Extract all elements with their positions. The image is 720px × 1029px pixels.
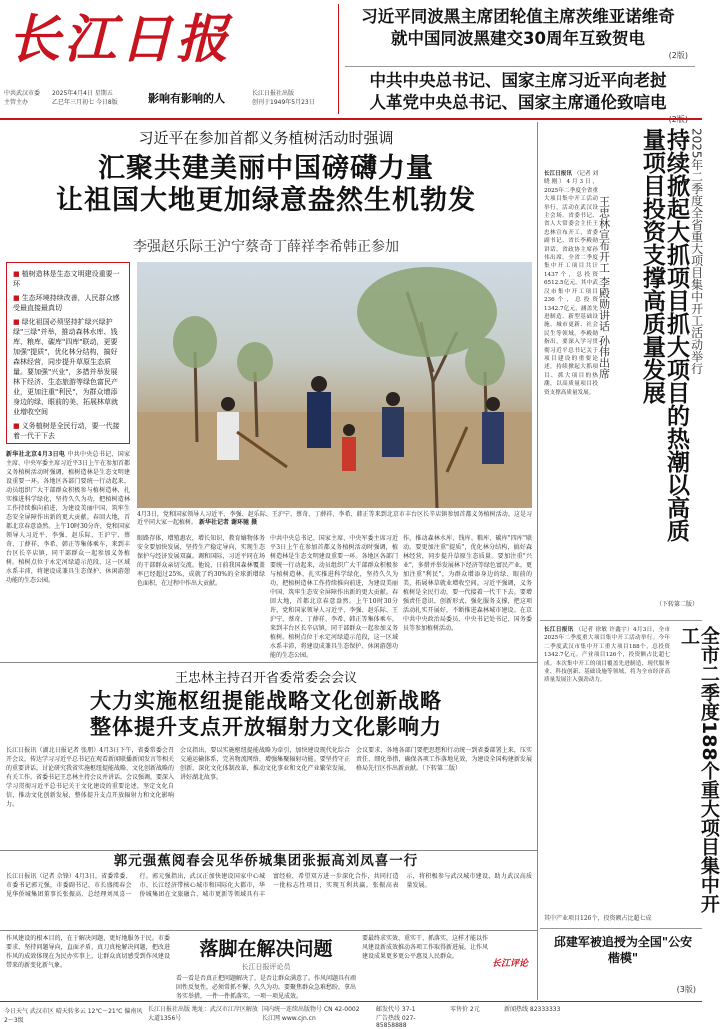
- right-bottom-body-text: （记者 徐敏 许鑫宇）4月3日，全市2025年二季度重大项目集中开工活动举行。今年二季度武汉市集中开工重大项目188个，总投资1342.7亿元。产业项目126个，投资额占比超七成。本次集中开工的项目覆盖先进制造、现代服务业、科技创新、基础设施等领域，将为全市经济高质量发展注入强劲动力。: [544, 627, 670, 684]
- top-headline-2-line-2: 人革党中央总书记、国家主席通伦致唁电: [369, 93, 667, 113]
- top-headline-1-page: (2版): [668, 50, 688, 60]
- masthead: [8, 4, 338, 76]
- tree-planting-photo: [137, 262, 532, 508]
- founding-info: [252, 88, 338, 106]
- second-headline[interactable]: [0, 688, 532, 740]
- lead-kicker: 习近平在参加首都义务植树活动时强调: [138, 129, 394, 147]
- teaser-page: (3版): [676, 985, 696, 994]
- commentary-seal: 长江评论: [492, 959, 529, 969]
- caption-credit: 新华社记者 谢环驰 摄: [198, 519, 258, 526]
- lunar-date: 乙巳年三月初七 今日8版: [52, 99, 118, 106]
- second-headline-line-2: 整体提升支点开放辐射力文化影响力: [90, 715, 442, 739]
- right-top-body: [544, 170, 598, 596]
- lead-subhead: 李强赵乐际王沪宁蔡奇丁薛祥李希韩正参加: [133, 239, 399, 255]
- lead-body-right: 作，推动森林水库、钱库、粮库、碳库"四库"联动。要更加注重"提质"，优化林分结构，搞好森林经营，同步提升草原生态质量。要加注重"兴业"，多措并举发展林下经济等绿色富民产业，更加注重"利民"，为群众增添身边的绿、眼前的美，拓展林草就业增收空间。习近平强调，义务植树是全民行动，要一代接着一代干下去。要增强责任意识、创新形式、强化服务支撑，把这项活动扎实开展好，不断推进森林城市建设。在京中共中央政治局委员、中央书记处书记、国务委员等参加植树活动。: [403, 535, 532, 632]
- photo-caption: [137, 511, 532, 531]
- right-top-sub: 王忠林宣布开工 李殿勋讲话 孙伟出席: [597, 196, 611, 379]
- footer-web[interactable]: 长江网 www.cjn.cn: [262, 1015, 316, 1022]
- divider: [345, 66, 695, 67]
- lead-body-left: [6, 450, 130, 658]
- lead-headline-line-2: 让祖国大地更加绿意盎然生机勃发: [56, 185, 476, 217]
- footer-rule: [0, 1001, 702, 1002]
- key-point: ■ 义务植树是全民行动，要一代接着一代干下去: [13, 421, 123, 441]
- top-headline-2-line-1: 中共中央总书记、国家主席习近平向老挝: [369, 71, 667, 90]
- key-point: ■ 植树造林是生态文明建设重要一环: [13, 269, 123, 289]
- issue-date: 2025年4月4日 星期五: [52, 90, 113, 97]
- top-headline-1[interactable]: [338, 6, 698, 61]
- key-point: ■ 生态环境持续改善，人民群众感受最直接最真切: [13, 293, 123, 313]
- key-points-list: [13, 269, 123, 441]
- second-body-3: 会议要求，各地各部门要把思想和行动统一到省委部署上来，压实责任、细化举措，确保各项工作落地见效，为建设全国构建新发展格局先行区作出新贡献。（下转第二版）: [356, 747, 532, 772]
- footer-address: 长江日报社出版 地址：武汉市江岸区解放大道1356号: [148, 1006, 258, 1022]
- issue-info-bar: [0, 84, 338, 114]
- newspaper-logo: 长江日报: [8, 9, 233, 70]
- second-body-1: 长江日报讯（湖北日报记者 张朋）4月3日下午，省委常委会召开会议，传达学习习近平总书记在观看新闻联播新闻发言等相关的重要讲话，讨论研究我省实施枢纽提能战略、文化创新战略的有关工作。省委书记王忠林主持会议并讲话。会议强调，要深入学习贯彻习近平总书记关于文化建设的重要论述，坚定文化自信，推动文化创新发展，整体提升支点开放辐射力和文化影响力。: [6, 747, 175, 808]
- footer-tel: 广告热线 027-85858888: [376, 1015, 416, 1029]
- right-bottom-body: [544, 626, 670, 912]
- right-top-body-text: （记者 刘晓刚）4月3日，2025年二季度全省重大项目集中开工活动举行，活动在武汉设主会场。省委书记、省人大常委会主任王忠林宣布开工，省委副书记、省长李殿勋讲话，省政协主席孙伟出席。全省二季度集中开工项目共计1437个，总投资6512.5亿元。其中武汉市集中开工项目236个，总投资1342.7亿元，涵盖先进制造、新型基础设施、城市更新、社会民生等领域。李殿勋指出，要深入学习贯彻习近平总书记关于项目建设的重要论述，持续掀起大抓项目、抓大项目的热潮，以高质量项目投资支撑高质量发展。: [544, 171, 598, 396]
- top-headline-1-line-1: 习近平同波黑主席团轮值主席茨维亚诺维奇: [361, 7, 675, 26]
- footer-postal: 邮发代号 37-1: [376, 1006, 416, 1013]
- divider: [0, 662, 537, 663]
- divider: [0, 930, 537, 931]
- lead-body-middle-2: 中共中央总书记、国家主席、中央军委主席习近平3日上午在参加首都义务植树活动时强调，植树造林是生态文明建设重要一环。各地区各部门要统一行动起来，动员组织广大干部群众积极参与植树造林，扎实推进科学绿化，坚持久久为功，把植树造林工作持续推向前进，为建设美丽中国、筑牢生态安全屏障作出新的更大贡献。春回大地，首都北京春意盎然。上午10时30分许，党和国家领导人习近平、李强、赵乐际、王沪宁、蔡奇、丁薛祥、李希、韩正等集体乘车，来到丰台区长辛店镇，同干部群众一起参加义务植树。植树点位于永定河绿道示范段，这一区域水系丰沛，将建设成兼具生态保护、休闲游憩功能的生态公园。: [270, 535, 398, 659]
- divider: [540, 928, 702, 929]
- founded-date: 创刊于1949年5月23日: [252, 99, 315, 106]
- commentary-byline: 长江日报评论员: [241, 963, 291, 971]
- third-body: 长江日报讯（记者 佘锋）4月3日，省委常委、市委书记郭元强，市委副书记、市长盛阅春会见华侨城集团董事长张振高、总经理刘凤喜一行。郭元强指出，武汉正加快建设国家中心城市、长江经济带核心城市和国际化大都市，华侨城集团在文旅融合、城市更新等领域具有丰富经验，希望双方进一步深化合作，共同打造一批标志性项目，实现互利共赢。张振高表示，将积极参与武汉城市建设，助力武汉高质量发展。: [6, 873, 532, 898]
- publisher-info: [4, 88, 50, 106]
- divider: [0, 850, 537, 851]
- footer-phone: 新闻热线 82333333: [504, 1006, 561, 1013]
- right-bottom-dateline: 长江日报讯: [544, 627, 574, 633]
- date-info: [52, 88, 144, 106]
- slogan: 影响有影响的人: [148, 92, 225, 105]
- publisher-role: 主管主办: [4, 99, 29, 106]
- right-top-continued: （下转第二版）: [655, 601, 698, 608]
- right-top-dateline: 长江日报讯: [544, 171, 573, 177]
- teaser-headline[interactable]: 邱建军被追授为全国"公安楷模": [553, 935, 693, 965]
- second-headline-line-1: 大力实施枢纽提能战略文化创新战略: [90, 689, 442, 713]
- commentary-block[interactable]: [176, 934, 356, 1002]
- lead-body-text: 中共中央总书记、国家主席、中央军委主席习近平3日上午在参加首都义务植树活动时强调，植树造林是生态文明建设重要一环。各地区各部门要统一行动起来，动员组织广大干部群众积极参与植树造林，扎实推进科学绿化，坚持久久为功，把植树造林工作持续推向前进，为建设美丽中国、筑牢生态安全屏障作出新的更大贡献。春回大地，首都北京春意盎然。上午10时30分许，党和国家领导人习近平、李强、赵乐际、王沪宁、蔡奇、丁薛祥、李希、韩正等集体乘车，来到丰台区长辛店镇，同干部群众一起参加义务植树。植树点位于永定河绿道示范段，这一区域水系丰沛，将建设成兼具生态保护、休闲游憩功能的生态公园。: [6, 451, 130, 584]
- commentary-headline: 落脚在解决问题: [199, 938, 333, 960]
- right-bottom-headline[interactable]: 全市二季度188个重大项目集中开工: [677, 626, 720, 913]
- right-top-headline[interactable]: 持续掀起大抓项目抓大项目的热潮以高质量项目投资支撑高质量发展: [638, 128, 689, 542]
- commentary-right: 要最终求实效、重实干、抓落实，这样才能以作风建设新成效推动各项工作取得新进展，让作风建设成果更多更公平惠及人民群众。: [362, 935, 489, 960]
- masthead-rule: [0, 118, 702, 120]
- right-bottom-sub-line: 其中产业项目126个，投资额占比超七成: [544, 915, 652, 922]
- commentary-body: 看一看是否真正把问题解决了，是否让群众满意了。作风问题具有顽固性反复性，必须常抓不懈、久久为功。要聚焦群众急难愁盼，拿出务实举措，一件一件抓落实，一项一项见成效。: [176, 975, 357, 1000]
- third-headline[interactable]: 郭元强蕉阅春会见华侨城集团张振高刘凤喜一行: [113, 853, 419, 869]
- lead-key-points: [6, 262, 130, 444]
- lead-headline-line-1: 汇聚共建美丽中国磅礴力量: [98, 153, 434, 184]
- foliage: [173, 267, 505, 386]
- right-top-kicker: 2025年二季度全省重大项目集中开工活动举行: [689, 128, 704, 375]
- footer-price: 零售价 2元: [450, 1006, 480, 1013]
- publisher-note: 长江日报社出版: [252, 90, 295, 97]
- key-point: ■ 绿化祖国必须坚持扩绿兴绿护绿"三绿"并举，推动森林水库、钱库、粮库、碳库"四库"联动，更要加强"提质"，优化林分结构，搞好森林经营，同步提升草原生态质量。要加强"兴业"，多措并举发展林下经济、生态旅游等绿色富民产业，更加注重"利民"，为群众增添身边的绿、眼前的美，拓展林草就业增收空间: [13, 317, 123, 417]
- lead-photo[interactable]: [137, 262, 532, 508]
- lead-headline[interactable]: [0, 153, 532, 218]
- lead-body-middle: 眼路存体，增殖惠农，增长知识，教育嫡物体务安全要加快发展，坚持生产稳定导向，实现生态保护与经济发展双赢。调和国际，习近平同在场的干部群众亲切交流。他说，日前我国森林覆盖率已经超过25%，成就了约30%的全球新增绿色面积，在过程中作出大贡献。: [137, 535, 265, 587]
- top-headline-1-line-2: 就中国同波黑建交30周年互致贺电: [391, 29, 645, 49]
- column-divider: [537, 122, 538, 1000]
- commentary-left: 作风建设的根本目的，在于解决问题，更好地服务于民。市委要求，坚持问题导向，直面矛盾，真刀真枪解决问题，把改进作风的成效体现在为民办实事上，让群众真切感受到作风建设带来的新变化新气象。: [6, 935, 170, 969]
- lead-dateline: 新华社北京4月3日电: [6, 451, 66, 458]
- second-body-2: 会议指出，要以实施枢纽提能战略为牵引，加快建设现代化综合交通运输体系，完善物流网络，增强集聚辐射功能。要坚持守正创新，深化文化体制改革，推动文化事业和文化产业繁荣发展，讲好湖北故事。: [180, 747, 350, 781]
- caption-text: 4月3日，党和国家领导人习近平、李强、赵乐际、王沪宁、蔡奇、丁薛祥、李希、韩正等来到北京市丰台区长辛店镇参加首都义务植树活动。这是习近平同大家一起植树。: [137, 511, 532, 526]
- publisher: 中共武汉市委: [4, 90, 41, 97]
- second-kicker: 王忠林主持召开省委常委会会议: [174, 671, 357, 686]
- divider: [540, 620, 702, 621]
- footer-cn: 国内统一连续出版物号 CN 42-0002: [262, 1006, 360, 1013]
- footer-weather: 今日天气 武汉市区 晴天转多云 12℃～21℃ 偏南风 2～3级: [4, 1008, 143, 1024]
